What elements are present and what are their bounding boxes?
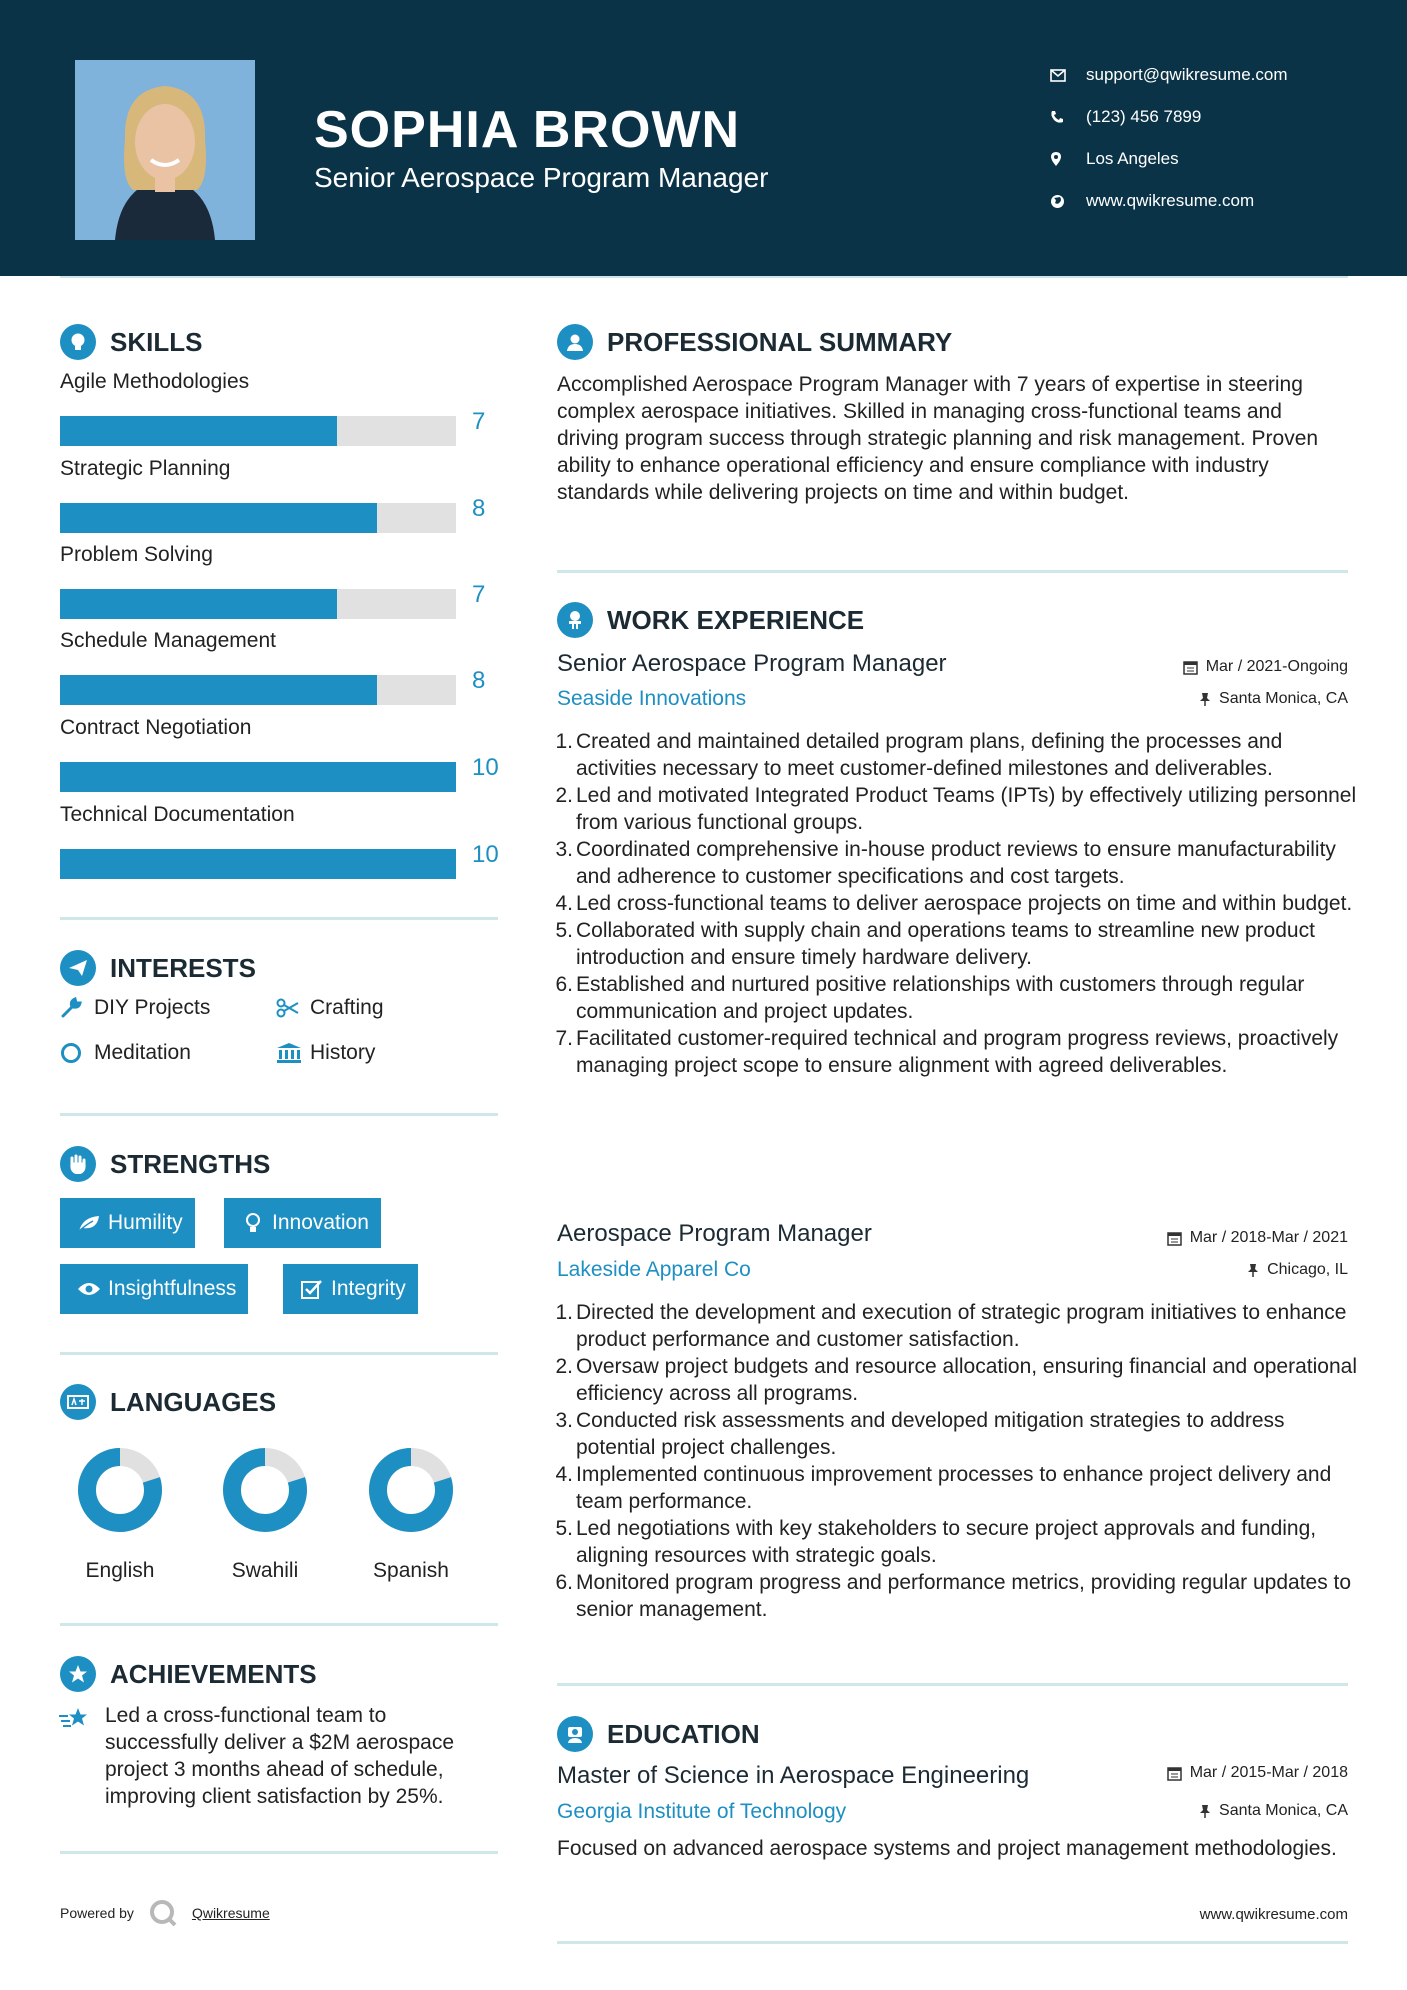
map-pin-icon: [1050, 151, 1086, 167]
list-item: 5. Led negotiations with key stakeholders to secure project approvals and funding, aligning resources with strategic goals.: [555, 1517, 1317, 1567]
skill-bar: [60, 849, 456, 879]
skill-bar-fill: [60, 675, 377, 705]
summary-text: Accomplished Aerospace Program Manager with 7 years of expertise in steering complex aerospace initiatives. Skilled in managing cross-functional teams and driving program success through strategic planning and risk management. Proven ability to enhance operational efficiency and ensure compliance with industry standards while delivering projects on time and within budget.: [557, 373, 1319, 504]
calendar-icon: [1167, 1231, 1182, 1246]
job-dates: Mar / 2018-Mar / 2021: [1167, 1229, 1348, 1247]
skill-bar: [60, 589, 456, 619]
job-title: Aerospace Program Manager: [557, 1220, 872, 1247]
strengths-heading: STRENGTHS: [60, 1146, 270, 1182]
header-divider: [60, 276, 1348, 278]
user-icon: [557, 324, 593, 360]
skill-bar-fill: [60, 416, 337, 446]
language-item: Spanish: [356, 1447, 466, 1583]
hand-icon: [60, 1146, 96, 1182]
qwikresume-link[interactable]: Qwikresume: [191, 1905, 270, 1921]
list-item: 4. Implemented continuous improvement processes to enhance project delivery and team performance.: [555, 1463, 1332, 1513]
calendar-icon: [1167, 1766, 1182, 1781]
strength-chip: Insightfulness: [60, 1264, 248, 1314]
list-item: 3. Conducted risk assessments and developed mitigation strategies to address potential project challenges.: [555, 1409, 1285, 1459]
education-heading: EDUCATION: [557, 1716, 760, 1752]
job-company: Lakeside Apparel Co: [557, 1258, 751, 1281]
eye-icon: [70, 1281, 108, 1297]
pushpin-icon: [1247, 1263, 1259, 1278]
skill-item: Schedule Management 8: [60, 629, 500, 705]
job-location: Chicago, IL: [1247, 1261, 1348, 1279]
check-square-icon: [293, 1279, 331, 1299]
list-item: 2. Led and motivated Integrated Product Teams (IPTs) by effectively utilizing personnel from various functional groups.: [555, 784, 1357, 834]
qwikresume-logo-icon: [148, 1898, 178, 1928]
job-company: Seaside Innovations: [557, 687, 747, 710]
education-school: Georgia Institute of Technology: [557, 1800, 847, 1823]
skill-bar: [60, 503, 456, 533]
skill-item: Technical Documentation 10: [60, 803, 500, 879]
education-location: Santa Monica, CA: [1199, 1802, 1348, 1820]
skill-item: Problem Solving 7: [60, 543, 500, 619]
contact-phone[interactable]: (123) 456 7899: [1050, 96, 1288, 138]
skill-item: Agile Methodologies 7: [60, 370, 500, 446]
candidate-role: Senior Aerospace Program Manager: [314, 162, 769, 193]
skill-item: Strategic Planning 8: [60, 457, 500, 533]
briefcase-icon: [557, 602, 593, 638]
job-location: Santa Monica, CA: [1199, 690, 1348, 708]
strength-chip: Integrity: [283, 1264, 418, 1314]
skills-heading: SKILLS: [60, 324, 202, 360]
experience-heading: WORK EXPERIENCE: [557, 602, 864, 638]
skill-value: 10: [472, 754, 499, 781]
list-item: 1. Directed the development and execution of strategic program initiatives to enhance product performance and customer satisfaction.: [555, 1301, 1347, 1351]
section-divider: [60, 1113, 498, 1116]
list-item: 4. Led cross-functional teams to deliver aerospace projects on time and within budget.: [555, 892, 1353, 915]
profile-photo: [75, 60, 255, 240]
paper-plane-icon: [60, 950, 96, 986]
interest-item: History: [276, 1041, 375, 1065]
list-item: 3. Coordinated comprehensive in-house product reviews to ensure manufacturability and adherence to customer specifications and cost targets.: [555, 838, 1336, 888]
language-icon: [60, 1384, 96, 1420]
skill-value: 8: [472, 667, 486, 694]
shooting-star-icon: [58, 1706, 92, 1737]
job-dates: Mar / 2021-Ongoing: [1183, 658, 1348, 676]
list-item: 5. Collaborated with supply chain and operations teams to streamline new product introduction and ensure timely hardware delivery.: [555, 919, 1315, 969]
interest-item: DIY Projects: [60, 996, 210, 1020]
section-divider: [557, 1941, 1348, 1944]
list-item: 1. Created and maintained detailed program plans, defining the processes and activities necessary to meet customer-defined milestones and deliverables.: [555, 730, 1283, 780]
section-divider: [60, 1352, 498, 1355]
contact-website[interactable]: www.qwikresume.com: [1050, 180, 1288, 222]
education-degree: Master of Science in Aerospace Engineering: [557, 1762, 1030, 1789]
envelope-icon: [1050, 69, 1086, 82]
education-text: Focused on advanced aerospace systems and project management methodologies.: [557, 1837, 1337, 1860]
powered-by: Powered by Qwikresume: [60, 1898, 270, 1928]
footer-url[interactable]: www.qwikresume.com: [1199, 1906, 1348, 1923]
list-item: 6. Monitored program progress and performance metrics, providing regular updates to senior management.: [555, 1571, 1352, 1621]
list-item: 6. Established and nurtured positive relationships with customers through regular communication and project updates.: [555, 973, 1305, 1023]
phone-icon: [1050, 110, 1086, 124]
circle-icon: [60, 1042, 94, 1064]
lightbulb-icon: [234, 1212, 272, 1234]
pushpin-icon: [1199, 1804, 1211, 1819]
achievement-text: Led a cross-functional team to successfully deliver a $2M aerospace project 3 months ahead of schedule, improving client satisfaction by 25%.: [105, 1704, 455, 1808]
star-icon: [60, 1656, 96, 1692]
skill-bar: [60, 675, 456, 705]
skill-bar-fill: [60, 762, 456, 792]
graduate-icon: [557, 1716, 593, 1752]
achievements-heading: ACHIEVEMENTS: [60, 1656, 317, 1692]
section-divider: [557, 570, 1348, 573]
list-item: 2. Oversaw project budgets and resource allocation, ensuring financial and operational efficiency across all programs.: [555, 1355, 1357, 1405]
language-item: Swahili: [210, 1447, 320, 1583]
section-divider: [60, 1623, 498, 1626]
job-bullets: [557, 728, 1357, 1079]
contact-list: [1050, 54, 1288, 222]
section-divider: [60, 1851, 498, 1854]
institution-icon: [276, 1042, 310, 1064]
interest-item: Meditation: [60, 1041, 191, 1065]
contact-location: Los Angeles: [1050, 138, 1288, 180]
scissors-icon: [276, 998, 310, 1018]
languages-heading: LANGUAGES: [60, 1384, 276, 1420]
job-bullets: [557, 1299, 1357, 1623]
skill-value: 10: [472, 841, 499, 868]
job-title: Senior Aerospace Program Manager: [557, 650, 947, 677]
skill-value: 8: [472, 495, 486, 522]
candidate-name: SOPHIA BROWN: [314, 101, 741, 159]
skill-value: 7: [472, 408, 486, 435]
wrench-icon: [60, 997, 94, 1019]
strength-chip: Innovation: [224, 1198, 381, 1248]
interests-heading: INTERESTS: [60, 950, 256, 986]
resume-header: [0, 0, 1407, 276]
list-item: 7. Facilitated customer-required technical and program progress reviews, proactively managing project scope to ensure alignment with agreed deliverables.: [555, 1027, 1339, 1077]
summary-heading: PROFESSIONAL SUMMARY: [557, 324, 952, 360]
language-item: English: [65, 1447, 175, 1583]
education-dates: Mar / 2015-Mar / 2018: [1167, 1764, 1348, 1782]
language-donut: [368, 1447, 454, 1533]
skill-bar-fill: [60, 503, 377, 533]
contact-email[interactable]: support@qwikresume.com: [1050, 54, 1288, 96]
interest-item: Crafting: [276, 996, 384, 1020]
skill-bar: [60, 416, 456, 446]
language-donut: [77, 1447, 163, 1533]
skill-bar-fill: [60, 849, 456, 879]
skill-value: 7: [472, 581, 486, 608]
lightbulb-icon: [60, 324, 96, 360]
calendar-icon: [1183, 660, 1198, 675]
skill-item: Contract Negotiation 10: [60, 716, 500, 792]
leaf-icon: [70, 1214, 108, 1232]
strength-chip: Humility: [60, 1198, 195, 1248]
skill-bar-fill: [60, 589, 337, 619]
section-divider: [60, 917, 498, 920]
globe-icon: [1050, 194, 1086, 209]
skill-bar: [60, 762, 456, 792]
section-divider: [557, 1683, 1348, 1686]
pushpin-icon: [1199, 692, 1211, 707]
language-donut: [222, 1447, 308, 1533]
